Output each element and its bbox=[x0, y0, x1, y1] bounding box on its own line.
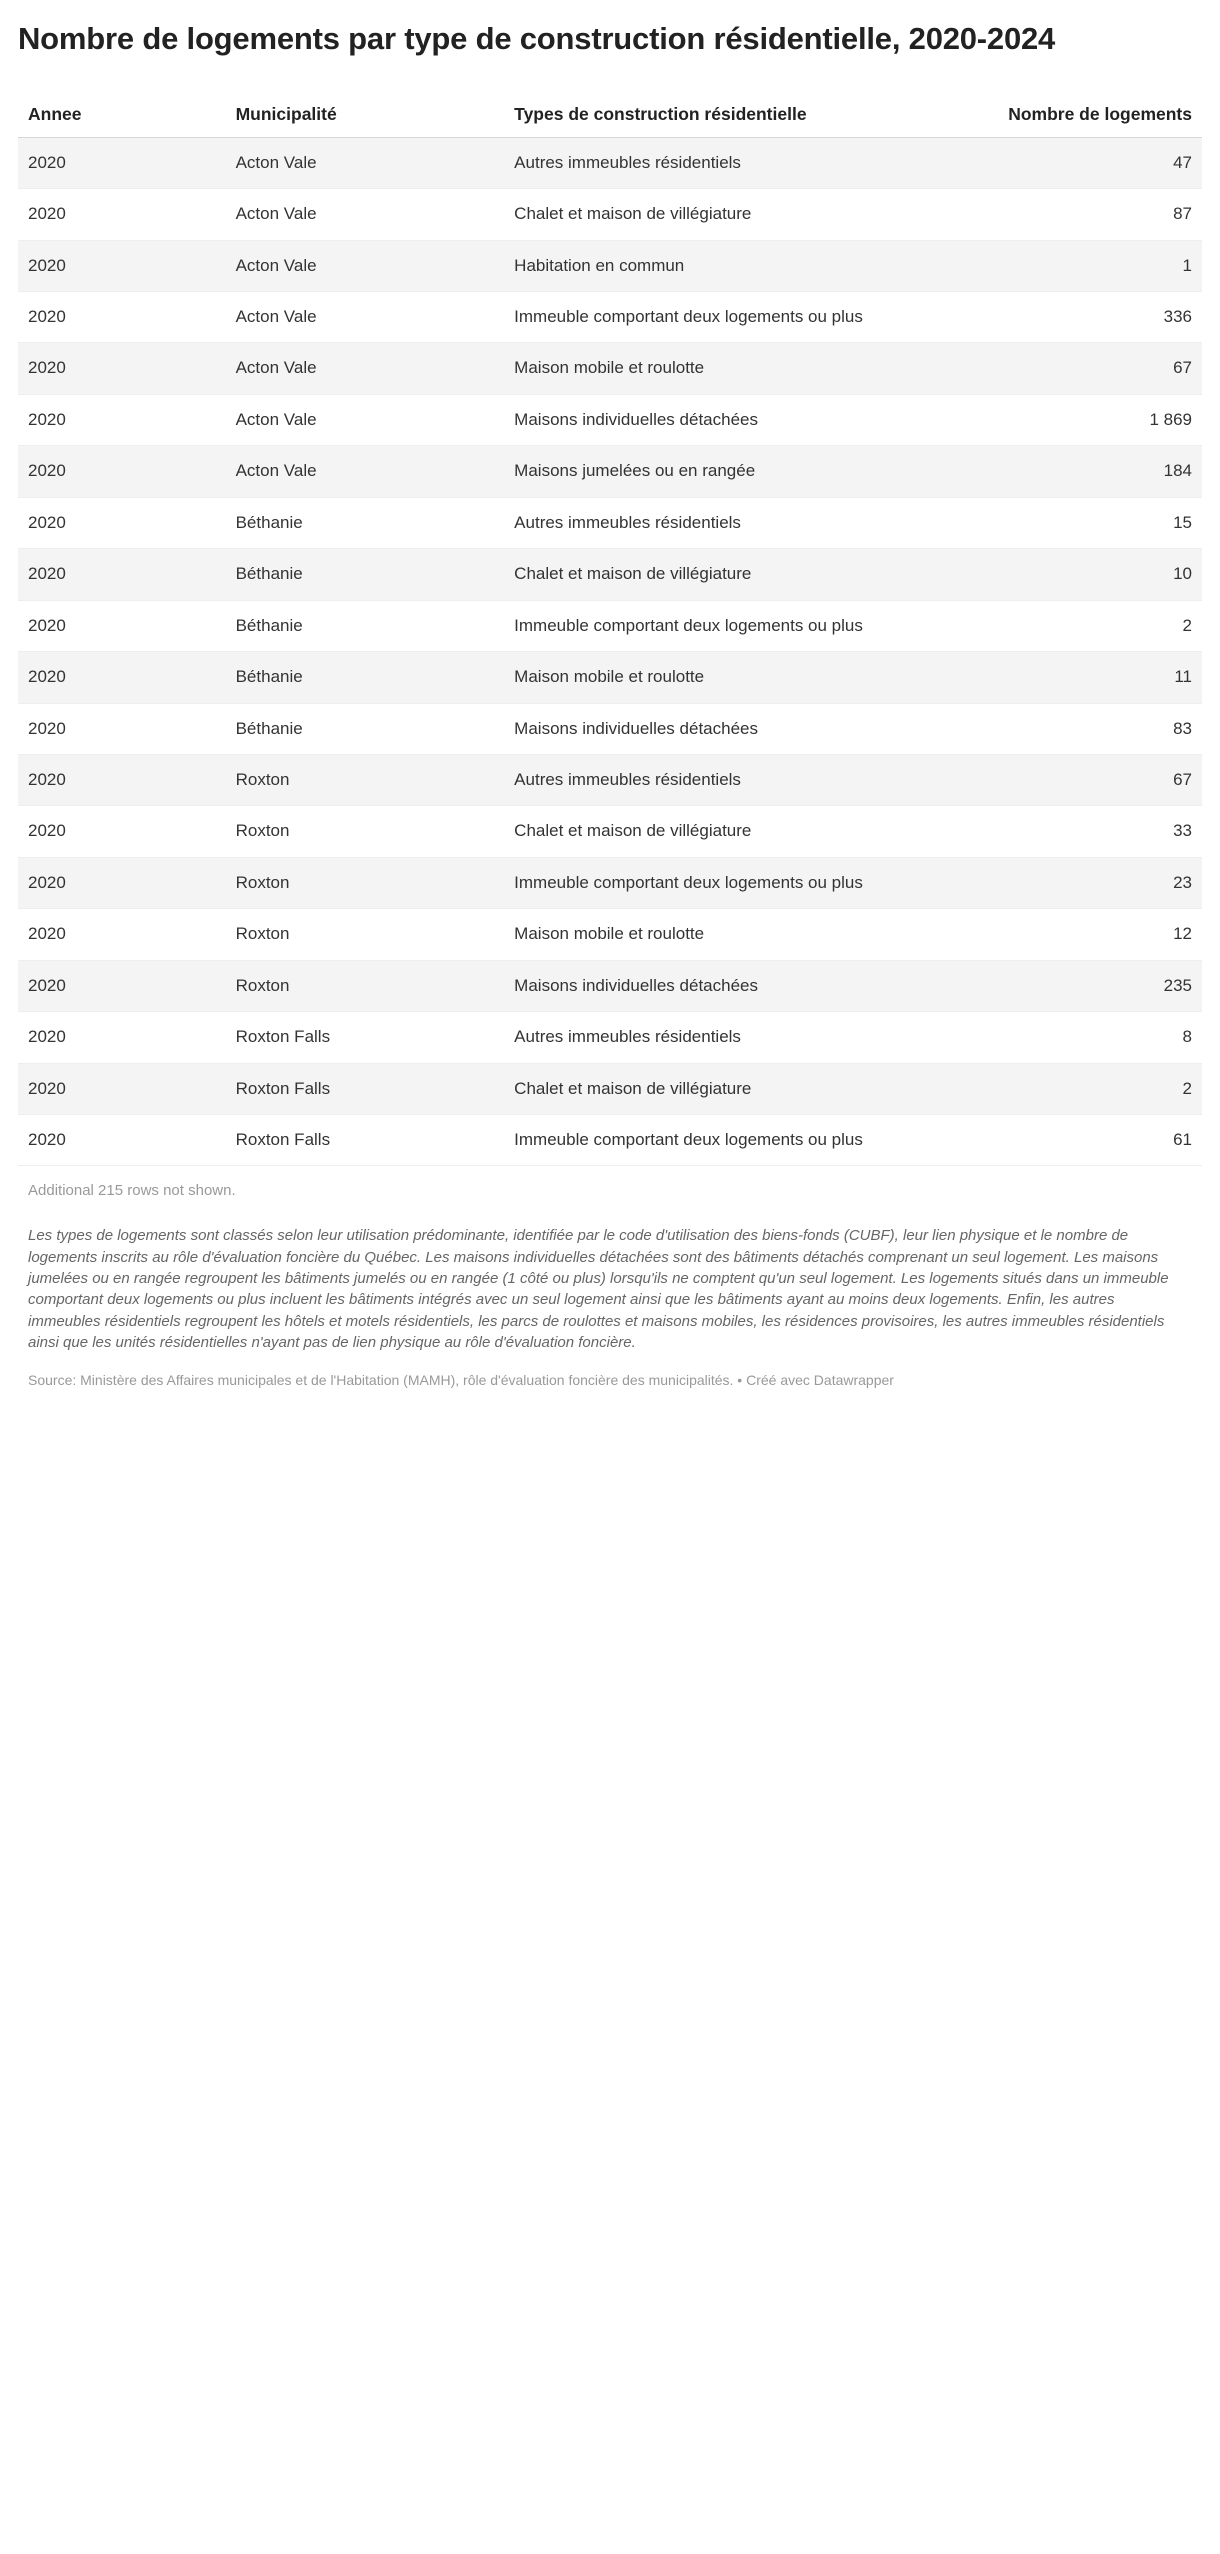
column-header-nombre-logements[interactable]: Nombre de logements bbox=[893, 104, 1202, 137]
table-cell: Chalet et maison de villégiature bbox=[504, 549, 892, 600]
table-cell: 2020 bbox=[18, 497, 226, 548]
table-row bbox=[18, 652, 1202, 703]
table-row bbox=[18, 909, 1202, 960]
table-header-row bbox=[18, 104, 1202, 137]
table-cell: Maison mobile et roulotte bbox=[504, 343, 892, 394]
table-cell: 1 869 bbox=[893, 394, 1202, 445]
table-row bbox=[18, 292, 1202, 343]
table-cell: Maisons individuelles détachées bbox=[504, 703, 892, 754]
table-header bbox=[18, 104, 1202, 137]
table-cell: 1 bbox=[893, 240, 1202, 291]
table-row bbox=[18, 394, 1202, 445]
table-cell: 67 bbox=[893, 343, 1202, 394]
table-cell: 2020 bbox=[18, 189, 226, 240]
table-cell: Chalet et maison de villégiature bbox=[504, 1063, 892, 1114]
table-cell: Immeuble comportant deux logements ou plus bbox=[504, 857, 892, 908]
table-cell: 2020 bbox=[18, 1115, 226, 1166]
table-cell: 67 bbox=[893, 754, 1202, 805]
table-cell: Maison mobile et roulotte bbox=[504, 909, 892, 960]
table-cell: 11 bbox=[893, 652, 1202, 703]
table-cell: 235 bbox=[893, 960, 1202, 1011]
table-cell: 2020 bbox=[18, 1063, 226, 1114]
table-cell: 2020 bbox=[18, 549, 226, 600]
table-row bbox=[18, 703, 1202, 754]
table-cell: 2020 bbox=[18, 703, 226, 754]
table-row bbox=[18, 549, 1202, 600]
table-cell: Acton Vale bbox=[226, 343, 505, 394]
table-cell: 2020 bbox=[18, 1012, 226, 1063]
table-cell: Béthanie bbox=[226, 600, 505, 651]
table-container bbox=[18, 104, 1202, 1200]
table-row bbox=[18, 343, 1202, 394]
table-row bbox=[18, 806, 1202, 857]
table-cell: 2020 bbox=[18, 600, 226, 651]
table-cell: 2020 bbox=[18, 960, 226, 1011]
table-cell: Maisons jumelées ou en rangée bbox=[504, 446, 892, 497]
table-row bbox=[18, 960, 1202, 1011]
table-cell: 2020 bbox=[18, 137, 226, 188]
table-cell: Maisons individuelles détachées bbox=[504, 960, 892, 1011]
table-row bbox=[18, 600, 1202, 651]
table-cell: 2020 bbox=[18, 652, 226, 703]
table-cell: Acton Vale bbox=[226, 292, 505, 343]
table-cell: 8 bbox=[893, 1012, 1202, 1063]
table-row bbox=[18, 1115, 1202, 1166]
table-cell: 83 bbox=[893, 703, 1202, 754]
table-cell: Roxton Falls bbox=[226, 1115, 505, 1166]
table-cell: Habitation en commun bbox=[504, 240, 892, 291]
table-cell: Immeuble comportant deux logements ou plus bbox=[504, 1115, 892, 1166]
table-cell: Acton Vale bbox=[226, 189, 505, 240]
table-cell: Chalet et maison de villégiature bbox=[504, 806, 892, 857]
table-cell: Autres immeubles résidentiels bbox=[504, 1012, 892, 1063]
table-row bbox=[18, 497, 1202, 548]
table-cell: Roxton bbox=[226, 909, 505, 960]
data-table bbox=[18, 104, 1202, 1167]
table-cell: 47 bbox=[893, 137, 1202, 188]
table-row bbox=[18, 240, 1202, 291]
column-header-type-construction[interactable]: Types de construction résidentielle bbox=[504, 104, 892, 137]
table-cell: Maisons individuelles détachées bbox=[504, 394, 892, 445]
additional-rows-note: Additional 215 rows not shown. bbox=[28, 1182, 236, 1200]
table-cell: Immeuble comportant deux logements ou plus bbox=[504, 600, 892, 651]
table-cell: 2020 bbox=[18, 240, 226, 291]
table-cell: 184 bbox=[893, 446, 1202, 497]
table-cell: 33 bbox=[893, 806, 1202, 857]
table-cell: Roxton bbox=[226, 806, 505, 857]
column-header-municipalite[interactable]: Municipalité bbox=[226, 104, 505, 137]
table-cell: 2020 bbox=[18, 909, 226, 960]
source-text: Source: Ministère des Affaires municipales et de l'Habitation (MAMH), rôle d'évaluation foncière des municipalités. • Créé avec Datawrapper bbox=[28, 1372, 894, 1389]
table-cell: Acton Vale bbox=[226, 394, 505, 445]
table-cell: Roxton Falls bbox=[226, 1063, 505, 1114]
table-cell: Béthanie bbox=[226, 497, 505, 548]
table-cell: 336 bbox=[893, 292, 1202, 343]
table-cell: 2020 bbox=[18, 343, 226, 394]
table-cell: Autres immeubles résidentiels bbox=[504, 137, 892, 188]
table-row bbox=[18, 446, 1202, 497]
page-title: Nombre de logements par type de construction résidentielle, 2020-2024 bbox=[18, 21, 1056, 56]
table-cell: Maison mobile et roulotte bbox=[504, 652, 892, 703]
table-cell: Béthanie bbox=[226, 703, 505, 754]
table-cell: 2 bbox=[893, 1063, 1202, 1114]
table-cell: Roxton bbox=[226, 857, 505, 908]
table-row bbox=[18, 189, 1202, 240]
table-cell: 10 bbox=[893, 549, 1202, 600]
table-cell: Roxton Falls bbox=[226, 1012, 505, 1063]
table-cell: 15 bbox=[893, 497, 1202, 548]
table-row bbox=[18, 137, 1202, 188]
table-cell: Acton Vale bbox=[226, 137, 505, 188]
table-cell: Béthanie bbox=[226, 549, 505, 600]
table-cell: 23 bbox=[893, 857, 1202, 908]
table-cell: Autres immeubles résidentiels bbox=[504, 497, 892, 548]
table-cell: Acton Vale bbox=[226, 446, 505, 497]
table-row bbox=[18, 857, 1202, 908]
table-row bbox=[18, 754, 1202, 805]
table-cell: Autres immeubles résidentiels bbox=[504, 754, 892, 805]
table-cell: Immeuble comportant deux logements ou plus bbox=[504, 292, 892, 343]
table-cell: 2020 bbox=[18, 754, 226, 805]
table-cell: 2 bbox=[893, 600, 1202, 651]
table-cell: Chalet et maison de villégiature bbox=[504, 189, 892, 240]
table-cell: 2020 bbox=[18, 857, 226, 908]
table-cell: 2020 bbox=[18, 292, 226, 343]
table-cell: 87 bbox=[893, 189, 1202, 240]
table-cell: 61 bbox=[893, 1115, 1202, 1166]
table-cell: 2020 bbox=[18, 806, 226, 857]
table-cell: 2020 bbox=[18, 394, 226, 445]
table-cell: Roxton bbox=[226, 960, 505, 1011]
table-body bbox=[18, 137, 1202, 1166]
table-row bbox=[18, 1012, 1202, 1063]
table-row bbox=[18, 1063, 1202, 1114]
table-cell: Béthanie bbox=[226, 652, 505, 703]
table-cell: 2020 bbox=[18, 446, 226, 497]
column-header-annee[interactable]: Annee bbox=[18, 104, 226, 137]
table-cell: Roxton bbox=[226, 754, 505, 805]
table-cell: Acton Vale bbox=[226, 240, 505, 291]
footnote-text: Les types de logements sont classés selon leur utilisation prédominante, identifiée par le code d'utilisation des biens-fonds (CUBF), leur lien physique et le nombre de logements inscrits au rôle d'évaluation foncière du Québec. Les maisons individuelles détachées sont des bâtiments détachés comprenant un seul logement. Les maisons jumelées ou en rangée regroupent les bâtiments jumelés ou en rangée (1 côté ou plus) lorsqu'ils ne comptent qu'un seul logement. Les logements situés dans un immeuble comportant deux logements ou plus incluent les bâtiments intégrés avec un seul logement ainsi que les bâtiments ayant au moins deux logements. Enfin, les autres immeubles résidentiels regroupent les hôtels et motels résidentiels, les parcs de roulottes et maisons mobiles, les résidences provisoires, les autres immeubles résidentiels ainsi que les unités résidentielles n'ayant pas de lien physique au rôle d'évaluation foncière. bbox=[28, 1227, 1169, 1351]
table-cell: 12 bbox=[893, 909, 1202, 960]
